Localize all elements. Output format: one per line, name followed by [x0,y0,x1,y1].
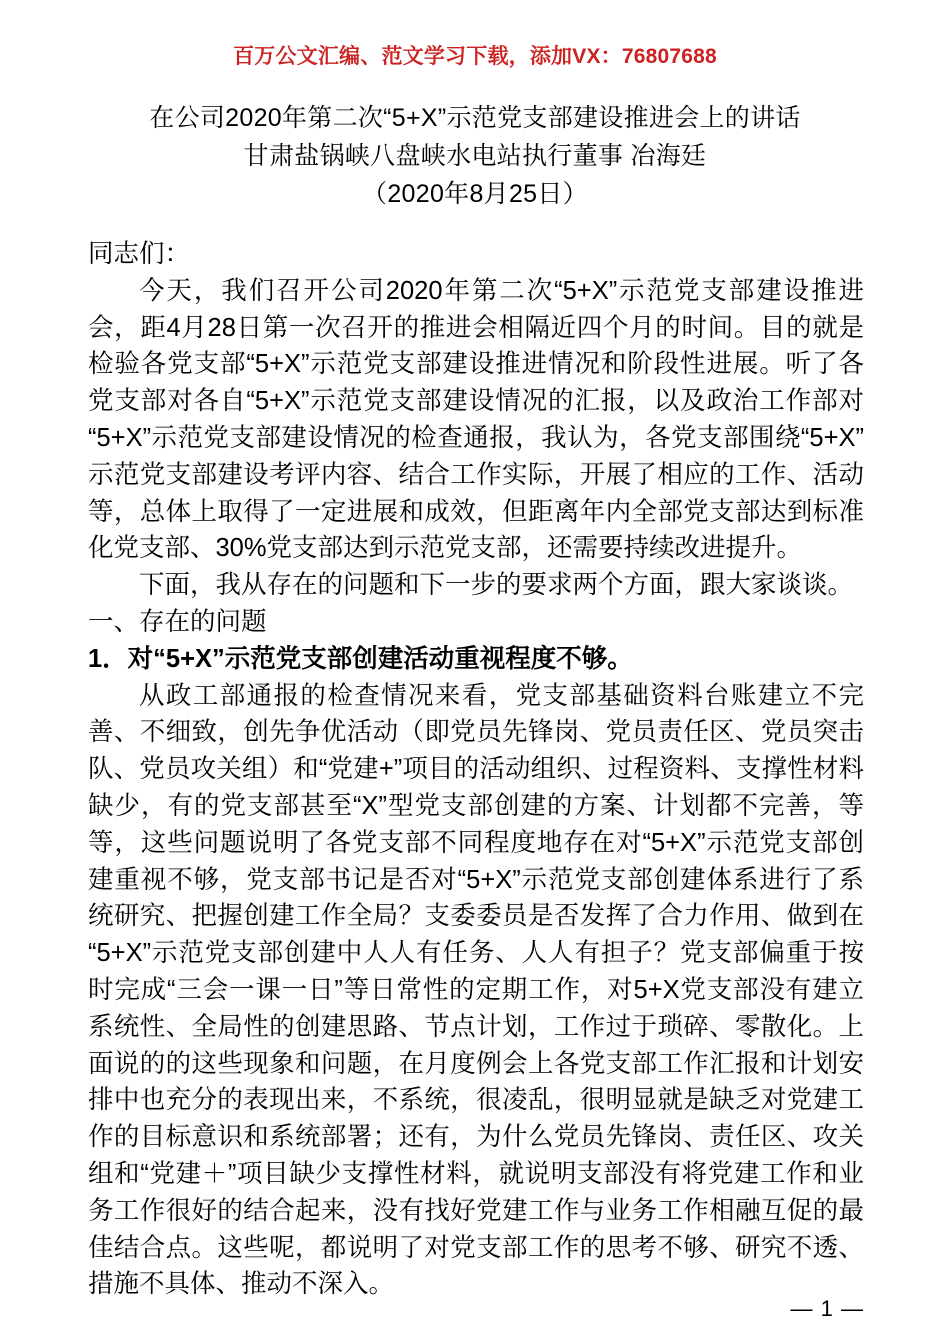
paragraph-list [88,273,864,1303]
salutation: 同志们： [88,240,191,268]
document-date: （2020年8月25日） [362,180,588,208]
document-subtitle: 甘肃盐锅峡八盘峡水电站执行董事 冶海廷 [243,142,707,170]
document-body [88,236,864,1303]
page-number: — 1 — [790,1296,864,1321]
document-title: 在公司2020年第二次“5+X”示范党支部建设推进会上的讲话 [149,104,801,132]
body-paragraph: 从政工部通报的检查情况来看，党支部基础资料台账建立不完善、不细致，创先争优活动（即党员先锋岗、党员责任区、党员突击队、党员攻关组）和“党建+”项目的活动组织、过程资料、支撑性材料缺少，有的党支部甚至“X”型党支部创建的方案、计划都不完善，等等，这些问题说明了各党支部不同程度地存在对“5+X”示范党支部创建重视不够，党支部书记是否对“5+X”示范党支部创建体系进行了系统研究、把握创建工作全局？支委委员是否发挥了合力作用、做到在“5+X”示范党支部创建中人人有任务、人人有担子？党支部偏重于按时完成“三会一课一日”等日常性的定期工作，对5+X党支部没有建立系统性、全局性的创建思路、节点计划，工作过于琐碎、零散化。上面说的的这些现象和问题，在月度例会上各党支部工作汇报和计划安排中也充分的表现出来，不系统，很凌乱，很明显就是缺乏对党建工作的目标意识和系统部署；还有，为什么党员先锋岗、责任区、攻关组和“党建＋”项目缺少支撑性材料，就说明支部没有将党建工作和业务工作很好的结合起来，没有找好党建工作与业务工作相融互促的最佳结合点。这些呢，都说明了对党支部工作的思考不够、研究不透、措施不具体、推动不深入。 [88,681,864,1299]
body-paragraph: 下面，我从存在的问题和下一步的要求两个方面，跟大家谈谈。 [139,571,854,600]
title-block [88,99,862,213]
body-paragraph: 今天，我们召开公司2020年第二次“5+X”示范党支部建设推进会，距4月28日第一次召开的推进会相隔近四个月的时间。目的就是检验各党支部“5+X”示范党支部建设推进情况和阶段性进展。听了各党支部对各自“5+X”示范党支部建设情况的汇报，以及政治工作部对“5+X”示范党支部建设情况的检查通报，我认为，各党支部围绕“5+X”示范党支部建设考评内容、结合工作实际，开展了相应的工作、活动等，总体上取得了一定进展和成效，但距离年内全部党支部达到标准化党支部、30%党支部达到示范党支部，还需要持续改进提升。 [88,276,864,563]
body-paragraph: 一、存在的问题 [88,607,267,636]
body-paragraph: 1．对“5+X”示范党支部创建活动重视程度不够。 [88,644,633,673]
promo-banner: 百万公文汇编、范文学习下载，添加VX：76807688 [233,45,717,68]
